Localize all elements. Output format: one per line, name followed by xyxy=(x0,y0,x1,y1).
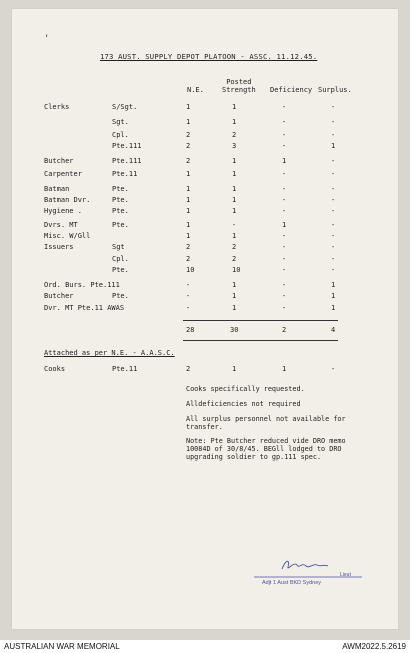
row-trade: Ord. Burs. Pte.111 xyxy=(44,281,120,289)
row-rank: Pte. xyxy=(112,207,129,215)
row-rank: Pte. xyxy=(112,266,129,274)
row-trade: Butcher xyxy=(44,157,74,165)
row-rank: Pte. xyxy=(112,196,129,204)
row-posted: 1 xyxy=(232,118,237,126)
row-posted: 1 xyxy=(232,196,237,204)
row-trade: Butcher xyxy=(44,292,74,300)
row-deficiency: 1 xyxy=(282,221,287,229)
row-rank: Pte.111 xyxy=(112,157,142,165)
note-butcher-2: 10084D of 30/8/45. BEGll lodged to DRO xyxy=(186,445,342,453)
row-ne: - xyxy=(186,281,191,289)
note-surplus-2: transfer. xyxy=(186,423,223,431)
note-deficiencies: Alldeficiencies not required xyxy=(186,400,301,408)
row-surplus: 1 xyxy=(331,281,336,289)
row-rank: Pte.111 xyxy=(112,142,142,150)
row-surplus: - xyxy=(331,131,336,139)
row-ne: 1 xyxy=(186,185,191,193)
row-surplus: - xyxy=(331,170,336,178)
row-surplus: - xyxy=(331,207,336,215)
row-posted: 1 xyxy=(232,304,237,312)
total-ne: 28 xyxy=(186,326,195,334)
total-deficiency: 2 xyxy=(282,326,287,334)
row-surplus: - xyxy=(331,266,336,274)
row-trade: Dvrs. MT xyxy=(44,221,78,229)
row-rank: Pte. xyxy=(112,292,129,300)
total-rule-top xyxy=(183,320,338,321)
row-deficiency: - xyxy=(282,232,287,240)
row-posted: 2 xyxy=(232,131,237,139)
row-ne: 1 xyxy=(186,232,191,240)
row-ne: 1 xyxy=(186,118,191,126)
row-deficiency: 1 xyxy=(282,157,287,165)
row-ne: - xyxy=(186,304,191,312)
row-deficiency: - xyxy=(282,243,287,251)
row-ne: 1 xyxy=(186,221,191,229)
stamp-text: Adjt 1 Aust BKD Sydney xyxy=(262,580,322,586)
row-deficiency: - xyxy=(282,170,287,178)
row-ne: 2 xyxy=(186,131,191,139)
note-butcher-1: Note: Pte Butcher reduced vide DRO memo xyxy=(186,437,346,445)
row-surplus: 1 xyxy=(331,142,336,150)
row-ne: 1 xyxy=(186,196,191,204)
row-ne: 1 xyxy=(186,103,191,111)
row-ne: 1 xyxy=(186,207,191,215)
row-deficiency: - xyxy=(282,142,287,150)
total-posted: 30 xyxy=(230,326,239,334)
footer-accession: AWM2022.5.2619 xyxy=(342,642,406,651)
row-posted: 2 xyxy=(232,255,237,263)
row-ne: 2 xyxy=(186,157,191,165)
attached-deficiency: 1 xyxy=(282,365,287,373)
row-ne: 2 xyxy=(186,243,191,251)
header-deficiency: Deficiency xyxy=(270,86,313,94)
row-surplus: - xyxy=(331,243,336,251)
row-rank: Cpl. xyxy=(112,255,129,263)
attached-surplus: - xyxy=(331,365,336,373)
row-surplus: 1 xyxy=(331,304,336,312)
row-posted: 1 xyxy=(232,103,237,111)
header-strength: Strength xyxy=(222,86,256,94)
row-rank: Sgt xyxy=(112,243,125,251)
total-surplus: 4 xyxy=(331,326,336,334)
attached-rank: Pte.11 xyxy=(112,365,138,373)
row-posted: 1 xyxy=(232,185,237,193)
signature-scribble xyxy=(280,557,330,573)
row-posted: 1 xyxy=(232,157,237,165)
document-page xyxy=(12,9,398,629)
row-trade: Misc. W/Gll xyxy=(44,232,91,240)
row-rank: Pte. xyxy=(112,185,129,193)
attached-posted: 1 xyxy=(232,365,237,373)
row-deficiency: - xyxy=(282,281,287,289)
row-rank: Pte.11 xyxy=(112,170,138,178)
row-rank: Sgt. xyxy=(112,118,129,126)
row-ne: 1 xyxy=(186,170,191,178)
row-posted: 1 xyxy=(232,292,237,300)
row-rank: Cpl. xyxy=(112,131,129,139)
row-surplus: - xyxy=(331,196,336,204)
row-posted: 2 xyxy=(232,243,237,251)
attached-heading: Attached as per N.E. - A.A.S.C. xyxy=(44,349,175,357)
row-rank: S/Sgt. xyxy=(112,103,138,111)
row-surplus: - xyxy=(331,103,336,111)
row-deficiency: - xyxy=(282,292,287,300)
attached-ne: 2 xyxy=(186,365,191,373)
note-cooks: Cooks specifically requested. xyxy=(186,385,305,393)
row-trade: Batman Dvr. xyxy=(44,196,91,204)
row-posted: 1 xyxy=(232,281,237,289)
total-rule-bottom xyxy=(183,340,338,341)
row-trade: Hygiene . xyxy=(44,207,82,215)
header-posted-strength xyxy=(222,78,256,94)
row-deficiency: - xyxy=(282,185,287,193)
row-trade: Clerks xyxy=(44,103,70,111)
row-surplus: - xyxy=(331,221,336,229)
stamp-lieut: Lieut xyxy=(340,572,351,578)
footer-source: AUSTRALIAN WAR MEMORIAL xyxy=(4,642,120,651)
row-trade: Batman xyxy=(44,185,70,193)
attached-trade: Cooks xyxy=(44,365,66,373)
row-trade: Dvr. MT Pte.11 AWAS xyxy=(44,304,125,312)
row-trade: Issuers xyxy=(44,243,74,251)
row-deficiency: - xyxy=(282,131,287,139)
row-trade: Carpenter xyxy=(44,170,82,178)
header-posted: Posted xyxy=(226,78,252,86)
row-deficiency: - xyxy=(282,196,287,204)
document-title: 173 AUST. SUPPLY DEPOT PLATOON - ASSC. 11.12.45. xyxy=(100,52,318,61)
row-surplus: 1 xyxy=(331,292,336,300)
row-posted: 10 xyxy=(232,266,241,274)
header-ne: N.E. xyxy=(187,86,204,94)
header-surplus: Surplus. xyxy=(318,86,352,94)
row-deficiency: - xyxy=(282,304,287,312)
row-ne: 2 xyxy=(186,142,191,150)
footer-bar xyxy=(0,640,410,653)
note-butcher-3: upgrading soldier to gp.111 spec. xyxy=(186,453,322,461)
row-posted: 1 xyxy=(232,170,237,178)
row-surplus: - xyxy=(331,118,336,126)
row-surplus: - xyxy=(331,255,336,263)
row-surplus: - xyxy=(331,232,336,240)
row-ne: - xyxy=(186,292,191,300)
row-ne: 2 xyxy=(186,255,191,263)
row-deficiency: - xyxy=(282,103,287,111)
margin-mark: ' xyxy=(44,34,50,44)
row-deficiency: - xyxy=(282,207,287,215)
note-surplus-1: All surplus personnel not available for xyxy=(186,415,346,423)
row-surplus: - xyxy=(331,185,336,193)
row-posted: 3 xyxy=(232,142,237,150)
row-deficiency: - xyxy=(282,118,287,126)
row-posted: 1 xyxy=(232,232,237,240)
row-ne: 10 xyxy=(186,266,195,274)
row-deficiency: - xyxy=(282,255,287,263)
row-posted: - xyxy=(232,221,237,229)
row-rank: Pte. xyxy=(112,221,129,229)
row-surplus: - xyxy=(331,157,336,165)
row-deficiency: - xyxy=(282,266,287,274)
row-posted: 1 xyxy=(232,207,237,215)
